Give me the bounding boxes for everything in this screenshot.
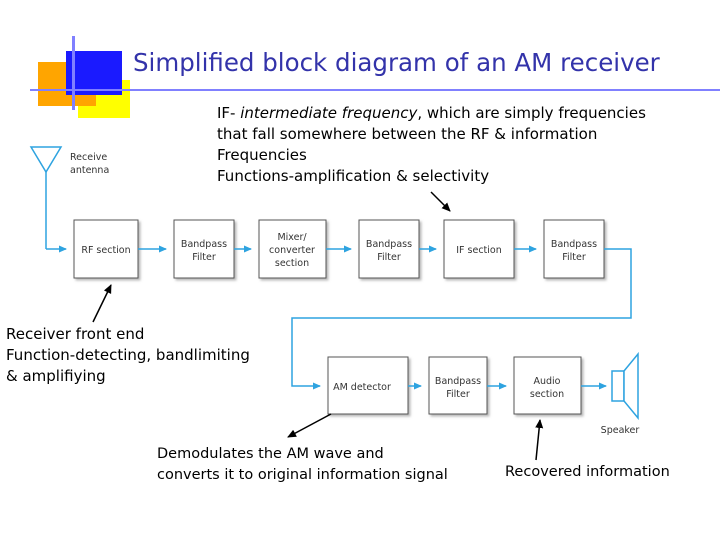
rf-section-label: RF section [81,245,131,256]
recovered-arrow [536,420,540,460]
demod-note [157,444,448,486]
bandpass-filter-1-block [174,220,234,278]
if-note-arrow [431,192,450,211]
am-detector-block [328,357,408,414]
bpf4-label-1: Bandpass [434,376,482,387]
if-note-italic: intermediate frequency [240,104,418,122]
demod-arrow [288,414,331,437]
antenna-icon [31,147,66,249]
antenna-label-1: Receive [70,152,108,163]
front-end-note-line-2: Function-detecting, bandlimiting [6,346,250,364]
bpf3-label-2: Filter [562,252,586,263]
bandpass-filter-4-block [429,357,487,414]
antenna-label-2: antenna [70,165,110,176]
bandpass-filter-2-block [359,220,419,278]
speaker-label: Speaker [600,425,640,436]
mixer-converter-block [259,220,326,278]
demod-note-line-1: Demodulates the AM wave and [157,446,384,462]
mixer-label-3: section [274,258,310,269]
slide-title: Simplified block diagram of an AM receiver [133,48,660,77]
bpf2-label-2: Filter [377,252,401,263]
front-end-arrow [93,285,111,322]
bpf2-label-1: Bandpass [365,239,413,250]
am-detector-label: AM detector [333,382,391,393]
audio-label-2: section [529,389,565,400]
front-end-note-line-1: Receiver front end [6,325,145,343]
audio-section-block [514,357,581,414]
mixer-label-2: converter [269,245,315,256]
if-section-block [444,220,514,278]
if-note-prefix: IF- [217,104,241,122]
recovered-note: Recovered information [505,464,670,480]
rf-section-block [74,220,138,278]
speaker-icon [612,354,638,418]
bandpass-filter-3-block [544,220,604,278]
bpf4-label-2: Filter [446,389,470,400]
demod-note-line-2: converts it to original information signal [157,467,448,483]
if-note-line-4: Functions-amplification & selectivity [217,167,490,185]
front-end-note-line-3: & amplifiying [6,367,106,385]
front-end-note [6,324,250,387]
if-note-rest: , which are simply frequencies [417,104,646,122]
bpf3-label-1: Bandpass [550,239,598,250]
if-note-line-3: Frequencies [217,146,307,164]
bpf1-label-2: Filter [192,252,216,263]
if-note-line-2: that fall somewhere between the RF & information [217,125,598,143]
audio-label-1: Audio [533,376,561,387]
mixer-label-1: Mixer/ [277,232,307,243]
if-section-label: IF section [456,245,502,256]
bpf1-label-1: Bandpass [180,239,228,250]
